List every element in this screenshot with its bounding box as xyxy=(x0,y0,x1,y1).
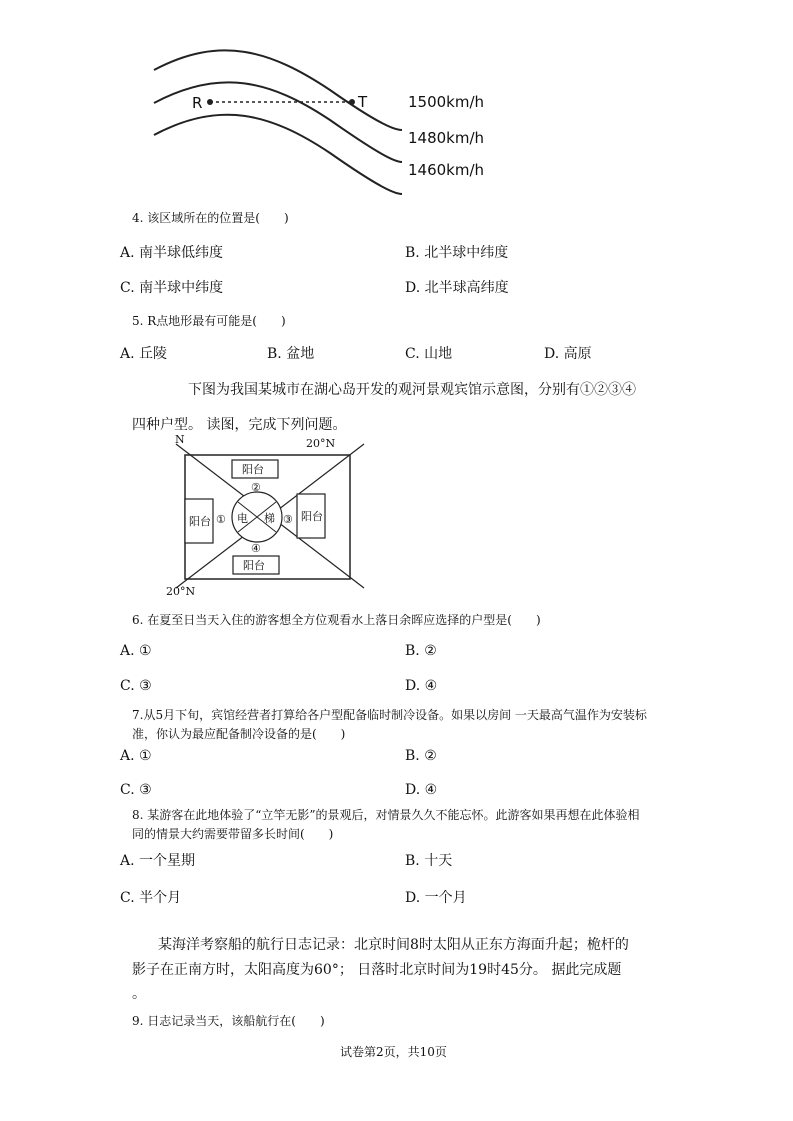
q6-stem: 6. 在夏至日当天入住的游客想全方位观看水上落日余晖应选择的户型是( ) xyxy=(132,613,541,627)
lat-bottom-label: 20°N xyxy=(166,585,196,598)
room-1-label: ① xyxy=(216,513,226,526)
point-r-label: R xyxy=(192,94,203,112)
q8-option-c: C. 半个月 xyxy=(120,890,182,906)
room-3-label: ③ xyxy=(283,513,293,526)
q5-option-c: C. 山地 xyxy=(405,346,453,362)
lat-top-label: 20°N xyxy=(306,437,336,450)
balcony-top-label: 阳台 xyxy=(242,463,264,476)
q4-stem: 4. 该区域所在的位置是( ) xyxy=(132,211,289,225)
q8-stem-line1: 8. 某游客在此地体验了“立竿无影”的景观后，对情景久久不能忘怀。此游客如果再想在此体验相 xyxy=(132,808,640,822)
intro3-line1: 某海洋考察船的航行日志记录：北京时间8时太阳从正东方海面升起；桅杆的 xyxy=(158,937,629,953)
q4-option-a: A. 南半球低纬度 xyxy=(120,245,224,261)
q8-option-d: D. 一个月 xyxy=(405,890,467,906)
room-2-label: ② xyxy=(251,481,261,494)
balcony-left-label: 阳台 xyxy=(189,515,211,528)
q9-stem: 9. 日志记录当天，该船航行在( ) xyxy=(132,1014,325,1028)
q5-option-a: A. 丘陵 xyxy=(120,346,168,362)
elevator-label-left: 电 xyxy=(237,512,248,525)
q7-option-a: A. ① xyxy=(120,748,152,764)
point-t-dot xyxy=(349,99,355,105)
q6-option-d: D. ④ xyxy=(405,678,438,694)
q6-option-c: C. ③ xyxy=(120,678,152,694)
q8-stem-line2: 同的情景大约需要带留多长时间( ) xyxy=(132,827,334,841)
point-t-label: T xyxy=(358,93,368,111)
q7-stem-line2: 准，你认为最应配备制冷设备的是( ) xyxy=(132,727,346,741)
q7-option-c: C. ③ xyxy=(120,782,152,798)
q8-option-a: A. 一个星期 xyxy=(120,853,196,869)
room-4-label: ④ xyxy=(251,542,261,555)
q4-option-b: B. 北半球中纬度 xyxy=(405,245,509,261)
elevator-label-right: 梯 xyxy=(264,512,275,525)
q6-option-a: A. ① xyxy=(120,643,152,659)
hotel-layout-figure xyxy=(160,432,370,600)
q5-option-b: B. 盆地 xyxy=(267,346,315,362)
intro3-line3: 。 xyxy=(132,986,146,1002)
balcony-bottom-label: 阳台 xyxy=(243,559,265,572)
q6-option-b: B. ② xyxy=(405,643,437,659)
isoline-figure xyxy=(140,40,520,200)
intro3-line2: 影子在正南方时，太阳高度为60°； 日落时北京时间为19时45分。 据此完成题 xyxy=(132,962,622,978)
q7-stem-line1: 7.从5月下旬，宾馆经营者打算给各户型配备临时制冷设备。如果以房间 一天最高气温作为安装标 xyxy=(132,708,647,722)
point-r-dot xyxy=(207,99,213,105)
isoline-label-1460: 1460km/h xyxy=(408,161,485,179)
q4-option-c: C. 南半球中纬度 xyxy=(120,280,224,296)
q7-option-d: D. ④ xyxy=(405,782,438,798)
intro2-line1: 下图为我国某城市在湖心岛开发的观河景观宾馆示意图，分别有①②③④ xyxy=(188,382,636,398)
page-footer: 试卷第2页，共10页 xyxy=(340,1045,447,1059)
q5-option-d: D. 高原 xyxy=(544,346,592,362)
isoline-label-1480: 1480km/h xyxy=(408,129,485,147)
q5-stem: 5. R点地形最有可能是( ) xyxy=(132,314,286,328)
q8-option-b: B. 十天 xyxy=(405,853,453,869)
isoline-1500 xyxy=(154,50,402,130)
intro2-line2: 四种户型。 读图，完成下列问题。 xyxy=(132,417,347,433)
q7-option-b: B. ② xyxy=(405,748,437,764)
q4-option-d: D. 北半球高纬度 xyxy=(405,280,509,296)
balcony-right-label: 阳台 xyxy=(301,510,323,523)
isoline-1460 xyxy=(154,115,402,194)
isoline-label-1500: 1500km/h xyxy=(408,93,485,111)
n-label: N xyxy=(175,433,185,446)
